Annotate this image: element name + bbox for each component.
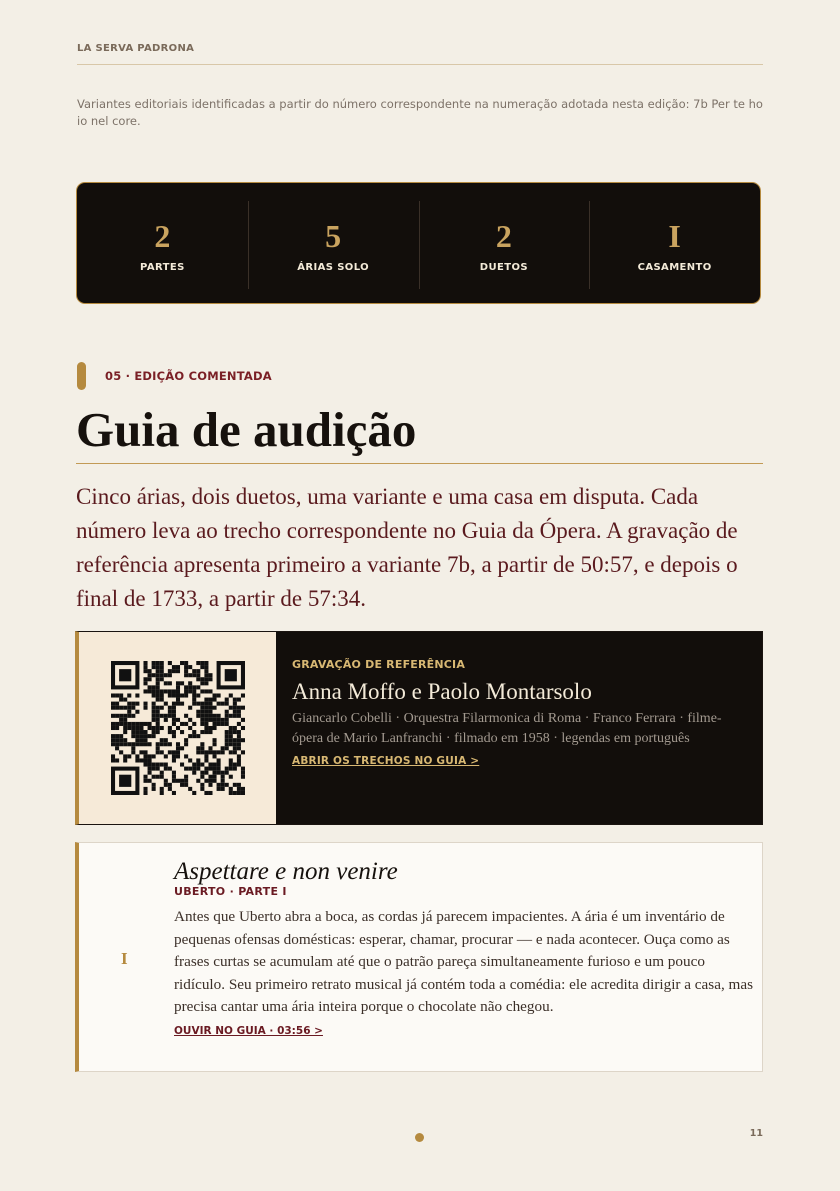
- section-kicker: 05 · EDIÇÃO COMENTADA: [105, 369, 272, 383]
- aria-number: I: [121, 949, 128, 968]
- page-title: Guia de audição: [76, 400, 763, 464]
- running-head: LA SERVA PADRONA: [77, 43, 763, 65]
- stats-panel: [76, 182, 761, 304]
- stat-value: I: [668, 217, 681, 254]
- variant-note: Variantes editoriais identificadas a partir do número correspondente na numeração adotada nesta edição: 7b Per te ho io nel core.: [77, 97, 763, 128]
- stat-duets: [419, 183, 590, 303]
- qr-code-icon[interactable]: [111, 661, 245, 795]
- reference-meta: Giancarlo Cobelli · Orquestra Filarmonica di Roma · Franco Ferrara · filme-ópera de Mario Lanfranchi · filmado em 1958 · legendas em português: [292, 711, 722, 746]
- qr-code-panel: [79, 632, 276, 824]
- stat-solo-arias: [248, 183, 419, 303]
- aria-description: Antes que Uberto abra a boca, as cordas já parecem impacientes. A ária é um inventário de pequenas ofensas domésticas: esperar, chamar, procurar — e nada acontecer. Ouça como as frases curtas se acumulam até que o patrão pareça simultaneamente furioso e um pouco ridículo. Seu primeiro retrato musical já contém toda a comédia: ele acredita dirigir a casa, mas precisa cantar uma ária inteira porque o chocolate não chegou.: [174, 908, 754, 1015]
- listen-in-guide-link[interactable]: OUVIR NO GUIA · 03:56 >: [174, 1024, 323, 1037]
- reference-details: [276, 632, 762, 824]
- kicker-accent-bar: [77, 362, 86, 390]
- open-excerpts-link[interactable]: ABRIR OS TRECHOS NO GUIA >: [292, 755, 480, 767]
- stat-marriage: [589, 183, 760, 303]
- reference-recording-card: [75, 631, 763, 825]
- stat-value: 2: [495, 217, 512, 254]
- reference-title: Anna Moffo e Paolo Montarsolo: [292, 679, 592, 704]
- aria-title: Aspettare e non venire: [174, 858, 398, 885]
- stat-label: PARTES: [140, 261, 185, 273]
- reference-kicker: GRAVAÇÃO DE REFERÊNCIA: [292, 658, 466, 671]
- stat-parts: [77, 183, 248, 303]
- page-dot: [415, 1133, 424, 1142]
- stat-value: 2: [154, 217, 171, 254]
- aria-subtitle: UBERTO · PARTE I: [174, 885, 287, 898]
- stat-label: CASAMENTO: [637, 261, 712, 273]
- aria-card: [75, 842, 763, 1072]
- stat-label: ÁRIAS SOLO: [297, 261, 370, 273]
- section-lede: Cinco árias, dois duetos, uma variante e uma casa em disputa. Cada número leva ao trecho correspondente no Guia da Ópera. A gravação de referência apresenta primeiro a variante 7b, a partir de 50:57, e depois o final de 1733, a partir de 57:34.: [76, 484, 738, 611]
- aria-content: [174, 857, 754, 1038]
- page-number: 11: [749, 1128, 763, 1139]
- stat-label: DUETOS: [479, 261, 528, 273]
- stat-value: 5: [325, 217, 342, 254]
